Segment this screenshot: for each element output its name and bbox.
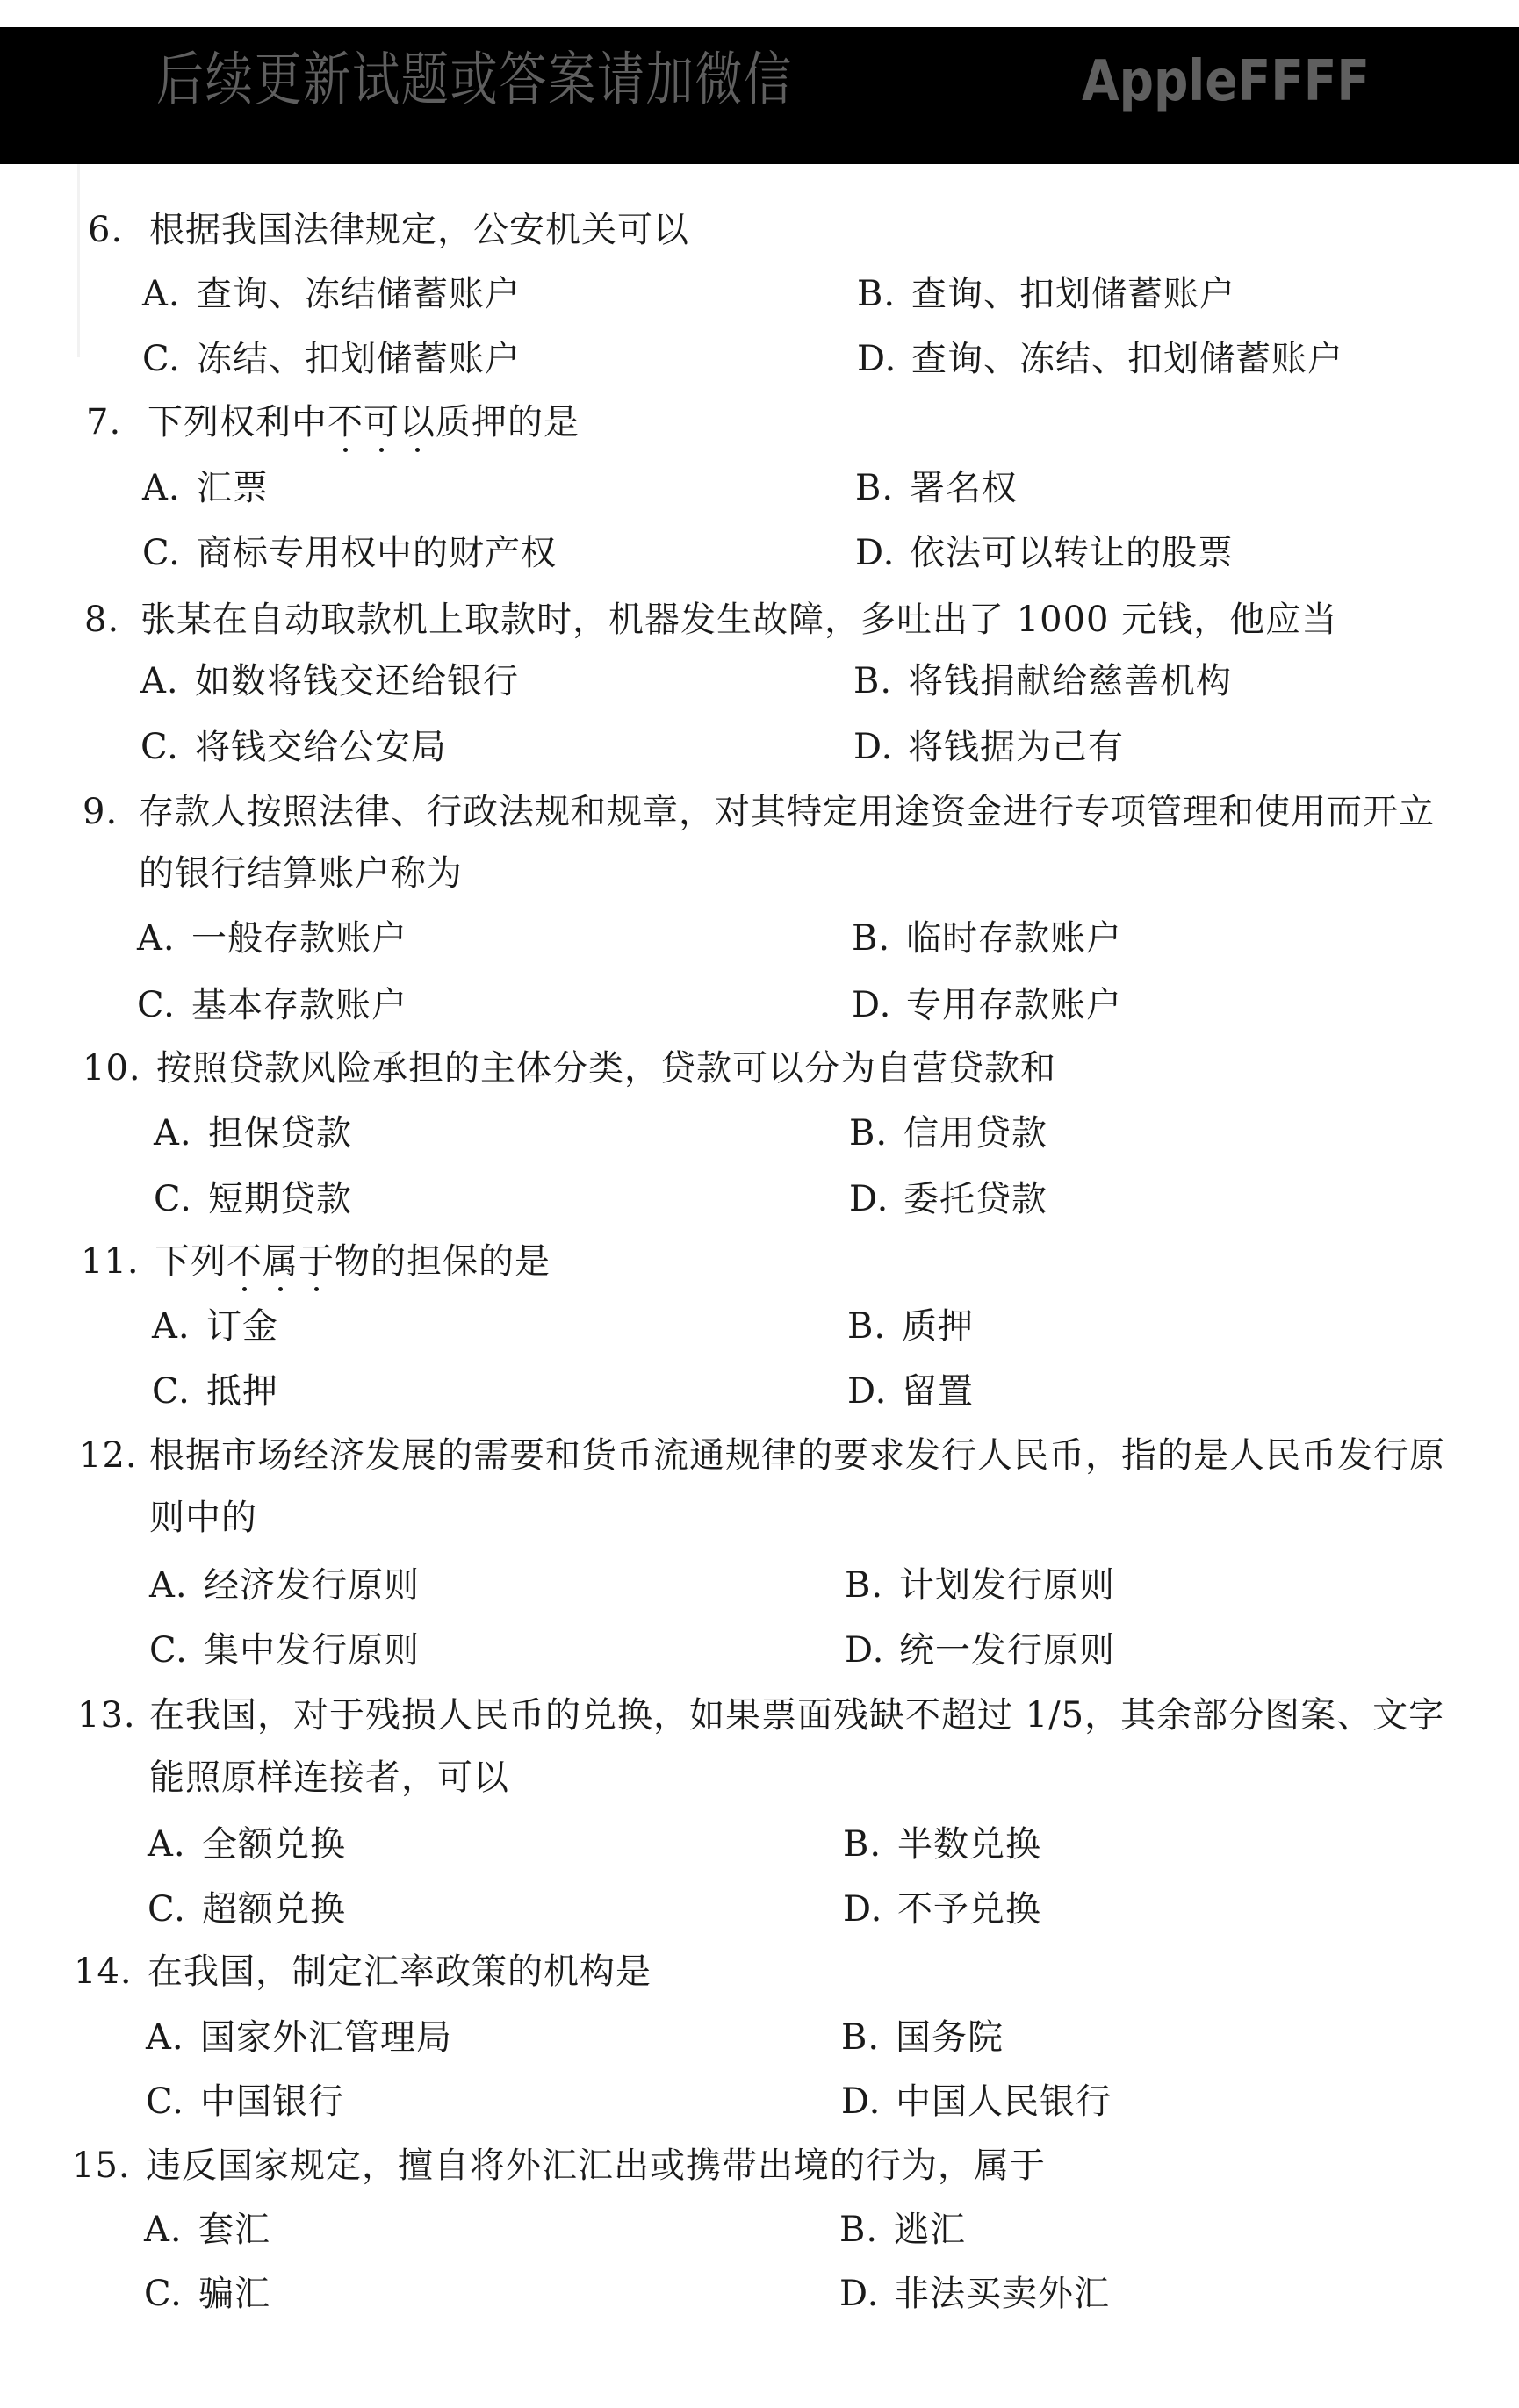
option-text: 查询、扣划储蓄账户 [911, 274, 1235, 314]
option-d [841, 2077, 1112, 2126]
option-letter: B. [852, 918, 891, 959]
option-text: 抵押 [206, 1371, 278, 1412]
option-c [146, 2077, 344, 2126]
option-text: 订金 [206, 1306, 278, 1347]
option-text: 短期贷款 [208, 1179, 352, 1219]
option-text: 基本存款账户 [191, 985, 407, 1025]
option-letter: C. [137, 985, 176, 1025]
stem-text: 根据我国法律规定，公安机关可以 [149, 210, 689, 250]
option-a [142, 464, 269, 513]
stem-text: 下列权利中 [148, 402, 328, 442]
emphasis-char: 不 [328, 398, 364, 447]
stem-text: 的银行结算账户称为 [139, 853, 463, 894]
question-number: 11. [81, 1241, 140, 1282]
option-text: 质押 [902, 1306, 974, 1347]
question-number: 12. [79, 1435, 138, 1476]
option-text: 全额兑换 [202, 1824, 346, 1865]
option-b [853, 657, 1232, 706]
question-number: 7. [86, 402, 122, 442]
option-letter: C. [152, 1371, 191, 1412]
option-letter: C. [149, 1630, 188, 1671]
option-letter: D. [843, 1889, 883, 1930]
stem-text: 根据市场经济发展的需要和货币流通规律的要求发行人民币，指的是人民币发行原 [149, 1435, 1445, 1476]
option-text: 查询、冻结、扣划储蓄账户 [911, 339, 1343, 379]
option-text: 集中发行原则 [204, 1630, 420, 1671]
emphasis-char: 可 [364, 398, 400, 447]
option-letter: D. [857, 339, 897, 379]
stem-text: 存款人按照法律、行政法规和规章，对其特定用途资金进行专项管理和使用而开立 [139, 792, 1435, 832]
option-c [149, 1626, 420, 1675]
option-letter: B. [843, 1824, 882, 1865]
option-letter: B. [847, 1306, 887, 1347]
stem-text: 在我国，对于残损人民币的兑换，如果票面残缺不超过 1/5，其余部分图案、文字 [149, 1695, 1445, 1736]
option-text: 一般存款账户 [191, 918, 407, 959]
option-c [152, 1367, 278, 1416]
option-letter: A. [140, 661, 179, 701]
option-letter: C. [154, 1179, 192, 1219]
option-text: 非法买卖外汇 [894, 2274, 1110, 2314]
option-letter: C. [140, 727, 179, 767]
emphasis-char: 以 [400, 398, 436, 447]
question-stem [81, 1237, 551, 1286]
option-text: 临时存款账户 [906, 918, 1122, 959]
option-text: 信用贷款 [903, 1113, 1047, 1154]
option-text: 超额兑换 [202, 1889, 346, 1930]
option-b [841, 2013, 1004, 2062]
option-d [855, 528, 1234, 578]
option-text: 署名权 [910, 468, 1018, 508]
option-letter: D. [849, 1179, 889, 1219]
option-b [839, 2205, 966, 2254]
stem-text: 违反国家规定，擅自将外汇汇出或携带出境的行为，属于 [146, 2146, 1046, 2186]
option-a [140, 657, 519, 706]
option-a [149, 1561, 420, 1610]
option-letter: A. [154, 1113, 192, 1154]
option-letter: A. [146, 2017, 184, 2058]
option-a [148, 1820, 346, 1869]
option-text: 担保贷款 [208, 1113, 352, 1154]
option-a [144, 2205, 270, 2254]
stem-text: 则中的 [149, 1498, 257, 1538]
option-text: 如数将钱交还给银行 [195, 661, 519, 701]
option-c [142, 334, 521, 384]
option-b [849, 1109, 1047, 1158]
question-stem [72, 2141, 1046, 2190]
option-d [843, 1885, 1041, 1934]
question-stem [77, 1691, 1444, 1740]
watermark-banner [0, 27, 1519, 164]
option-text: 委托贷款 [903, 1179, 1047, 1219]
option-letter: B. [855, 468, 895, 508]
question-number: 14. [74, 1952, 133, 1992]
option-b [843, 1820, 1041, 1869]
option-a [154, 1109, 352, 1158]
question-number: 13. [77, 1695, 136, 1736]
stem-text: 物的担保的是 [335, 1241, 551, 1282]
option-c [144, 2269, 270, 2318]
question-stem-continuation [149, 1493, 257, 1542]
option-letter: D. [855, 533, 896, 573]
stem-text: 在我国，制定汇率政策的机构是 [148, 1952, 652, 1992]
option-text: 汇票 [197, 468, 269, 508]
option-text: 商标专用权中的财产权 [197, 533, 557, 573]
stem-text: 质押的是 [436, 402, 580, 442]
option-text: 将钱据为己有 [908, 727, 1124, 767]
option-b [845, 1561, 1115, 1610]
option-letter: D. [847, 1371, 888, 1412]
option-b [847, 1302, 974, 1351]
option-b [857, 270, 1235, 319]
stem-text: 张某在自动取款机上取款时，机器发生故障，多吐出了 1000 元钱，他应当 [140, 600, 1338, 640]
option-letter: B. [841, 2017, 881, 2058]
option-c [140, 722, 447, 772]
question-stem-continuation [149, 1753, 509, 1802]
option-text: 统一发行原则 [899, 1630, 1115, 1671]
stem-text: 按照贷款风险承担的主体分类，贷款可以分为自营贷款和 [156, 1048, 1056, 1089]
option-text: 冻结、扣划储蓄账户 [197, 339, 521, 379]
question-stem-continuation [139, 849, 463, 898]
option-letter: D. [845, 1630, 885, 1671]
option-text: 套汇 [198, 2210, 270, 2250]
option-d [852, 981, 1122, 1030]
option-a [142, 270, 521, 319]
option-text: 半数兑换 [897, 1824, 1041, 1865]
option-d [845, 1626, 1115, 1675]
option-c [142, 528, 557, 578]
option-text: 将钱捐献给慈善机构 [908, 661, 1232, 701]
question-number: 15. [72, 2146, 131, 2186]
option-text: 查询、冻结储蓄账户 [197, 274, 521, 314]
stem-text: 下列 [155, 1241, 227, 1282]
option-d [847, 1367, 974, 1416]
option-letter: C. [144, 2274, 183, 2314]
option-c [148, 1885, 346, 1934]
emphasis-char: 于 [299, 1237, 335, 1286]
option-b [855, 464, 1018, 513]
question-number: 8. [84, 600, 120, 640]
watermark-wechat-id: AppleFFFF [1082, 49, 1370, 114]
option-text: 经济发行原则 [204, 1565, 420, 1606]
option-letter: D. [853, 727, 894, 767]
option-c [137, 981, 407, 1030]
scan-edge-shadow [77, 164, 80, 357]
question-number: 9. [83, 792, 119, 832]
option-letter: C. [142, 339, 181, 379]
question-number: 10. [83, 1048, 141, 1089]
option-letter: B. [839, 2210, 879, 2250]
option-letter: C. [146, 2081, 184, 2122]
option-letter: B. [853, 661, 893, 701]
option-d [839, 2269, 1110, 2318]
option-text: 逃汇 [894, 2210, 966, 2250]
emphasis-char: 属 [263, 1237, 299, 1286]
option-text: 依法可以转让的股票 [910, 533, 1234, 573]
option-a [146, 2013, 452, 2062]
option-letter: A. [144, 2210, 183, 2250]
option-letter: B. [845, 1565, 884, 1606]
option-text: 国家外汇管理局 [200, 2017, 452, 2058]
option-letter: B. [849, 1113, 889, 1154]
option-text: 将钱交给公安局 [195, 727, 447, 767]
option-letter: A. [149, 1565, 188, 1606]
option-text: 中国人民银行 [896, 2081, 1112, 2122]
question-stem [74, 1947, 652, 1996]
option-letter: D. [841, 2081, 882, 2122]
option-b [852, 914, 1122, 963]
question-stem [79, 1431, 1445, 1480]
option-letter: A. [142, 274, 181, 314]
option-text: 计划发行原则 [899, 1565, 1115, 1606]
watermark-notice: 后续更新试题或答案请加微信 [156, 46, 793, 113]
option-d [857, 334, 1343, 384]
option-text: 中国银行 [200, 2081, 344, 2122]
question-stem [88, 205, 689, 255]
question-stem [83, 1044, 1056, 1093]
option-text: 不予兑换 [897, 1889, 1041, 1930]
option-letter: C. [148, 1889, 186, 1930]
option-c [154, 1175, 352, 1224]
option-letter: C. [142, 533, 181, 573]
option-text: 国务院 [896, 2017, 1004, 2058]
option-letter: D. [839, 2274, 880, 2314]
option-a [137, 914, 407, 963]
question-number: 6. [88, 210, 124, 250]
option-letter: B. [857, 274, 896, 314]
option-text: 专用存款账户 [906, 985, 1122, 1025]
option-text: 留置 [902, 1371, 974, 1412]
option-text: 骗汇 [198, 2274, 270, 2314]
option-letter: A. [142, 468, 181, 508]
question-stem [86, 398, 580, 447]
option-d [853, 722, 1124, 772]
option-letter: A. [137, 918, 176, 959]
option-letter: A. [148, 1824, 186, 1865]
stem-text: 能照原样连接者，可以 [149, 1757, 509, 1798]
option-d [849, 1175, 1047, 1224]
question-stem [84, 595, 1337, 644]
option-letter: A. [152, 1306, 191, 1347]
question-stem [83, 787, 1435, 837]
emphasis-char: 不 [227, 1237, 263, 1286]
option-letter: D. [852, 985, 892, 1025]
option-a [152, 1302, 278, 1351]
